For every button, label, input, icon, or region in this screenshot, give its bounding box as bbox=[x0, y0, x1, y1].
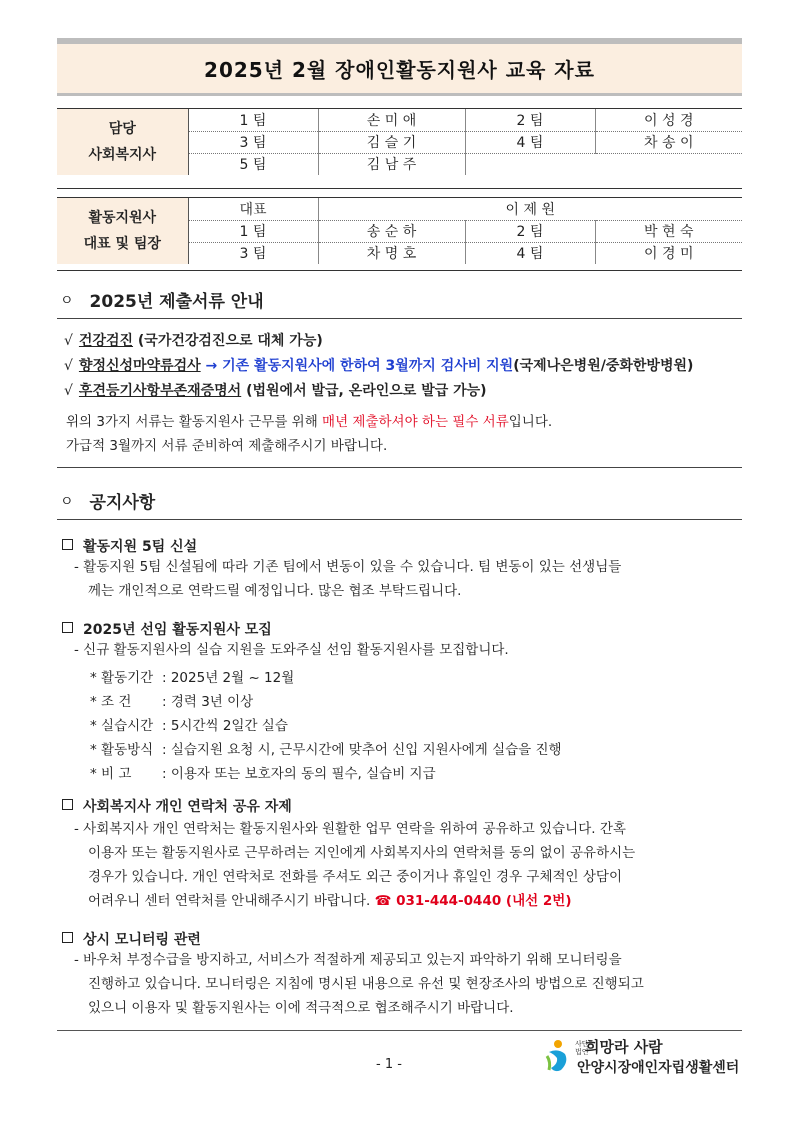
notice-heading bbox=[62, 536, 197, 556]
text-line bbox=[74, 889, 635, 913]
checklist-item bbox=[64, 355, 693, 375]
footer-divider bbox=[57, 1030, 742, 1031]
divider bbox=[57, 519, 742, 520]
staff-head-line2: 사회복지사 bbox=[88, 147, 157, 163]
text-line: 이용자 또는 활동지원사로 근무하려는 지인에게 사회복지사의 연락처를 동의 없이 공유하시는 bbox=[88, 845, 636, 861]
paragraph: 가급적 3월까지 서류 준비하여 제출해주시기 바랍니다. bbox=[66, 438, 388, 454]
divider bbox=[57, 318, 742, 319]
team-cell: 1 팀 bbox=[188, 109, 318, 131]
name-cell: 손 미 애 bbox=[318, 109, 465, 131]
bullet-key: * 활동기간 bbox=[90, 670, 154, 686]
divider bbox=[57, 467, 742, 468]
bullet-value: : 이용자 또는 보호자의 동의 필수, 실습비 지급 bbox=[162, 766, 436, 782]
text-line: 께는 개인적으로 연락드릴 예정입니다. 많은 협조 부탁드립니다. bbox=[88, 583, 462, 599]
text: 법인 bbox=[575, 1048, 589, 1056]
name-cell: 김 남 주 bbox=[318, 153, 465, 175]
team-cell: 4 팀 bbox=[465, 131, 595, 153]
bullet-key: * 조 건 bbox=[90, 694, 132, 710]
checklist-item bbox=[64, 380, 487, 400]
doc-name: 건강검진 bbox=[78, 333, 134, 349]
rep-label-cell: 대표 bbox=[188, 198, 318, 220]
bullet-value: : 2025년 2월 ~ 12월 bbox=[162, 670, 295, 686]
center-phone-number: ☎ 031-444-0440 (내선 2번) bbox=[374, 893, 572, 909]
paragraph bbox=[66, 411, 552, 434]
logo-slogan: 희망라 사람 bbox=[585, 1038, 663, 1056]
notice-heading bbox=[62, 796, 292, 816]
notice-title: 2025년 선임 활동지원사 모집 bbox=[83, 622, 272, 638]
empty-cell bbox=[465, 153, 742, 175]
bullet-item bbox=[90, 690, 253, 710]
notice-body bbox=[74, 555, 621, 603]
bullet-value: : 5시간씩 2일간 실습 bbox=[162, 718, 288, 734]
notice-body bbox=[74, 817, 635, 913]
notice-body: - 신규 활동지원사의 실습 지원을 도와주실 선임 활동지원사를 모집합니다. bbox=[74, 642, 509, 658]
section-marker: ㅇ bbox=[60, 493, 74, 510]
leader-row bbox=[57, 198, 742, 220]
name-cell: 이 경 미 bbox=[644, 246, 694, 263]
checkbox-icon bbox=[62, 539, 73, 550]
team-cell: 3 팀 bbox=[188, 242, 318, 264]
logo-org-name: 안양시장애인자립생활센터 bbox=[577, 1060, 740, 1076]
team-cell: 2 팀 bbox=[465, 220, 595, 242]
doc-note: (법원에서 발급, 온라인으로 발급 가능) bbox=[241, 383, 487, 399]
text-line: - 사회복지사 개인 연락처는 활동지원사와 원활한 업무 연락을 위하여 공유하고 있습니다. 간혹 bbox=[74, 821, 626, 837]
checkbox-icon bbox=[62, 799, 73, 810]
leader-head-line2: 대표 및 팀장 bbox=[83, 236, 161, 252]
bullet-value: : 실습지원 요청 시, 근무시간에 맞추어 신입 지원사에게 실습을 진행 bbox=[162, 742, 562, 758]
text-line: 있으니 이용자 및 활동지원사는 이에 적극적으로 협조해주시기 바랍니다. bbox=[88, 1000, 514, 1016]
staff-head-cell bbox=[57, 109, 188, 175]
bullet-key: * 비 고 bbox=[90, 766, 132, 782]
check-mark-icon: √ bbox=[64, 333, 73, 349]
rep-name-cell: 이 제 원 bbox=[318, 198, 742, 220]
section-heading-documents bbox=[60, 287, 264, 312]
doc-support-note: → 기존 활동지원사에 한하여 3월까지 검사비 지원 bbox=[200, 358, 514, 374]
bullet-item bbox=[90, 762, 436, 782]
bullet-item bbox=[90, 714, 288, 734]
section-marker: ㅇ bbox=[60, 292, 74, 309]
text-line: - 활동지원 5팀 신설됨에 따라 기존 팀에서 변동이 있을 수 있습니다. 팀 변동이 있는 선생님들 bbox=[74, 559, 622, 575]
section-title: 공지사항 bbox=[89, 493, 156, 513]
staff-table bbox=[57, 109, 742, 175]
check-mark-icon: √ bbox=[64, 383, 73, 399]
name-cell: 차 송 이 bbox=[595, 131, 742, 153]
staff-row bbox=[57, 109, 742, 131]
bullet-key: * 활동방식 bbox=[90, 742, 154, 758]
checkbox-icon bbox=[62, 932, 73, 943]
notice-title: 활동지원 5팀 신설 bbox=[83, 539, 198, 555]
bullet-item bbox=[90, 738, 562, 758]
text-line: - 바우처 부정수급을 방지하고, 서비스가 적절하게 제공되고 있는지 파악하기 위해 모니터링을 bbox=[74, 952, 622, 968]
emphasis-text: 매년 제출하셔야 하는 필수 서류 bbox=[322, 414, 509, 430]
doc-name: 향정신성마약류검사 bbox=[78, 358, 201, 374]
text: 입니다. bbox=[508, 414, 553, 430]
notice-heading bbox=[62, 929, 201, 949]
name-cell: 김 슬 기 bbox=[318, 131, 465, 153]
check-mark-icon: √ bbox=[64, 358, 73, 374]
center-logo bbox=[545, 1036, 745, 1076]
bullet-value: : 경력 3년 이상 bbox=[162, 694, 254, 710]
staff-head-line1: 담당 bbox=[108, 121, 136, 137]
leader-head-cell bbox=[57, 198, 188, 264]
team-cell: 2 팀 bbox=[465, 109, 595, 131]
text: 사단 bbox=[575, 1040, 589, 1048]
team-cell: 4 팀 bbox=[465, 242, 595, 264]
name-cell: 차 명 호 bbox=[318, 242, 465, 264]
section-heading-notices bbox=[60, 488, 155, 513]
document-title-bar bbox=[57, 38, 742, 96]
doc-note: (국제나은병원/중화한방병원) bbox=[513, 358, 694, 374]
notice-title: 사회복지사 개인 연락처 공유 자제 bbox=[83, 799, 292, 815]
name-cell: 이 성 경 bbox=[595, 109, 742, 131]
text: 위의 3가지 서류는 활동지원사 근무를 위해 bbox=[66, 414, 323, 430]
doc-name: 후견등기사항부존재증명서 bbox=[78, 383, 242, 399]
leader-head-line1: 활동지원사 bbox=[88, 210, 157, 226]
text-line: 경우가 있습니다. 개인 연락처로 전화를 주셔도 외근 중이거나 휴일인 경우 구체적인 상담이 bbox=[88, 869, 623, 885]
checklist-item bbox=[64, 330, 323, 350]
team-cell: 3 팀 bbox=[188, 131, 318, 153]
leader-table bbox=[57, 198, 742, 264]
team-cell: 1 팀 bbox=[188, 220, 318, 242]
notice-body bbox=[74, 948, 644, 1020]
section-title: 2025년 제출서류 안내 bbox=[89, 292, 264, 312]
name-cell: 송 순 하 bbox=[318, 220, 465, 242]
bullet-key: * 실습시간 bbox=[90, 718, 154, 734]
doc-note: (국가건강검진으로 대체 가능) bbox=[133, 333, 323, 349]
notice-heading bbox=[62, 619, 272, 639]
text-line: 진행하고 있습니다. 모니터링은 지침에 명시된 내용으로 유선 및 현장조사의 방법으로 진행되고 bbox=[88, 976, 644, 992]
notice-title: 상시 모니터링 관련 bbox=[83, 932, 201, 948]
name-cell: 박 현 숙 bbox=[595, 220, 742, 242]
team-cell: 5 팀 bbox=[188, 153, 318, 175]
checkbox-icon bbox=[62, 622, 73, 633]
person-logo-icon bbox=[545, 1038, 571, 1074]
bullet-item bbox=[90, 666, 294, 686]
text: 어려우니 센터 연락처를 안내해주시기 바랍니다. bbox=[88, 893, 375, 909]
document-title: 2025년 2월 장애인활동지원사 교육 자료 bbox=[204, 58, 595, 82]
page-number: - 1 - bbox=[376, 1057, 402, 1072]
